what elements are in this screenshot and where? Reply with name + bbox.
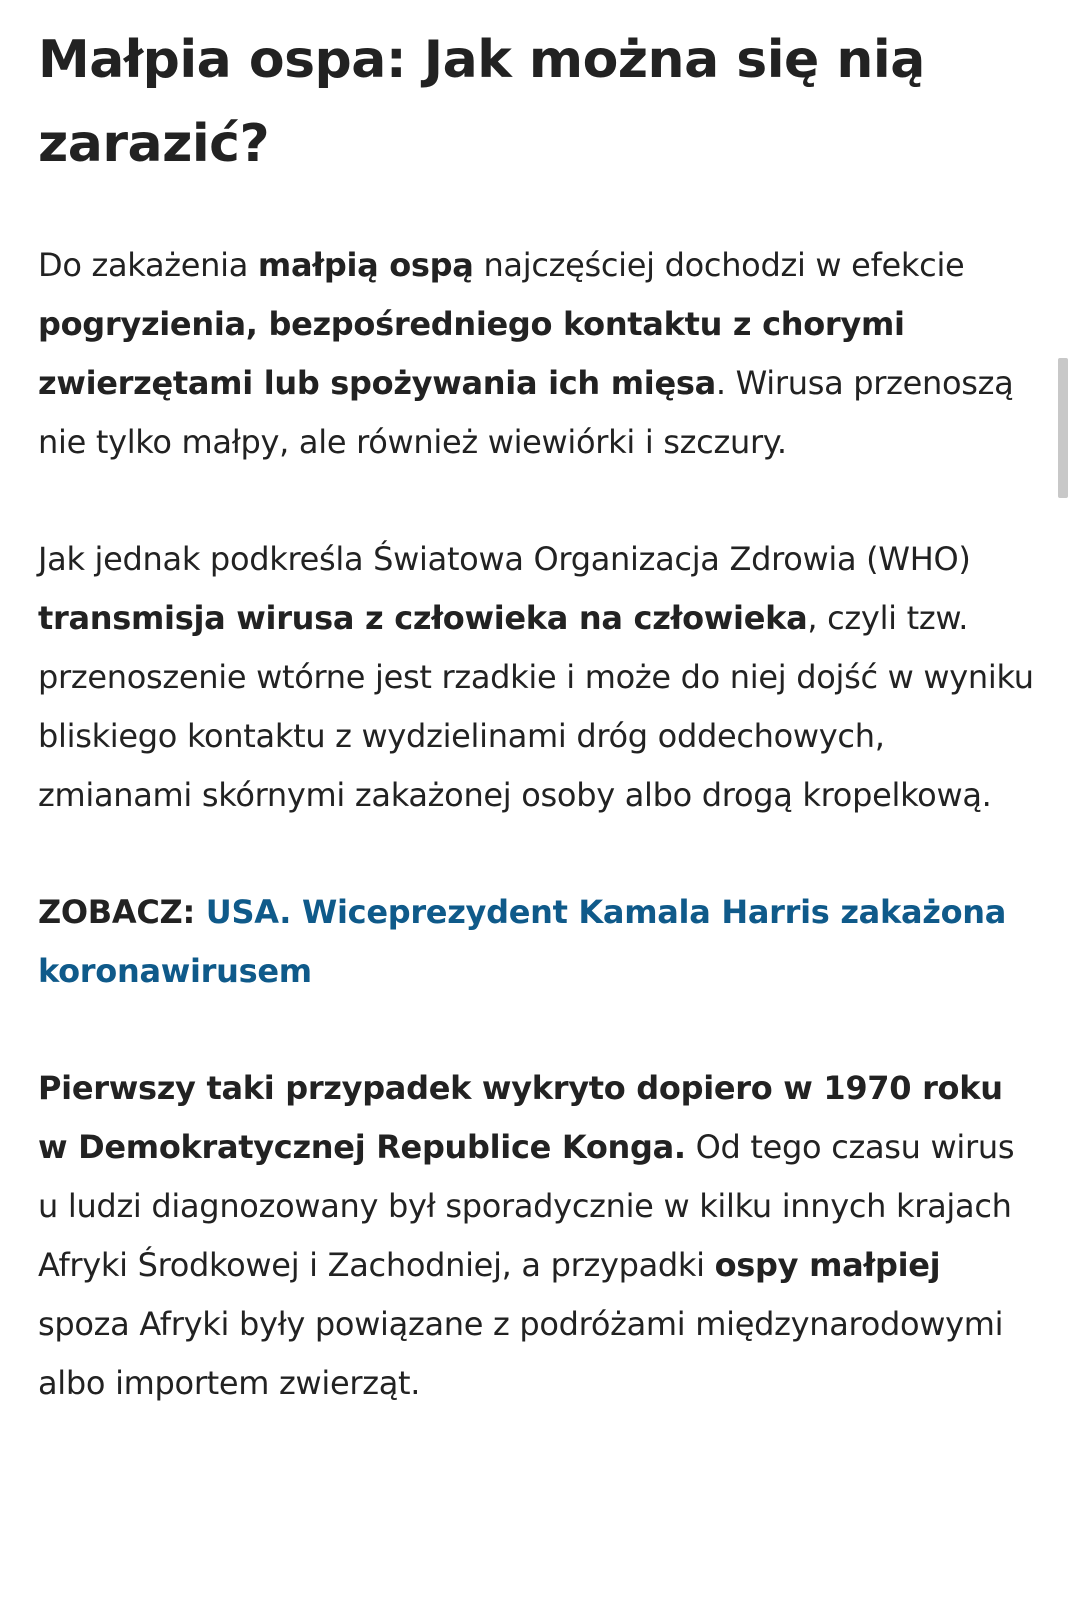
bold-segment: Pierwszy taki przypadek wykryto dopiero w 1970 roku w Demokratycznej Republice Konga. <box>38 1069 1003 1166</box>
bold-segment: transmisja wirusa z człowieka na człowieka <box>38 599 808 637</box>
text-segment: , czyli tzw. przenoszenie wtórne jest rzadkie i może do niej dojść w wyniku bliskiego kontaktu z wydzielinami dróg oddechowych, zmianami skórnymi zakażonej osoby albo drogą kropelkową. <box>38 599 1034 814</box>
bold-segment: pogryzienia, bezpośredniego kontaktu z chorymi zwierzętami lub spożywania ich mięsa <box>38 305 905 402</box>
text-segment: najczęściej dochodzi w efekcie <box>473 246 965 284</box>
see-also-link[interactable]: USA. Wiceprezydent Kamala Harris zakażona koronawirusem <box>38 893 1007 990</box>
text-segment: Od tego czasu wirus u ludzi diagnozowany był sporadycznie w kilku innych krajach Afryki Środkowej i Zachodniej, a przypadki <box>38 1128 1015 1284</box>
bold-segment: małpią ospą <box>257 246 474 284</box>
section-heading: Małpia ospa: Jak można się nią zarazić? <box>38 30 925 174</box>
bold-segment: ospy małpiej <box>714 1246 941 1284</box>
see-also-prefix: ZOBACZ: <box>38 893 206 931</box>
text-segment: . Wirusa przenoszą nie tylko małpy, ale również wiewiórki i szczury. <box>38 364 1014 461</box>
scrollbar-thumb[interactable] <box>1058 358 1068 498</box>
paragraph-history <box>38 1059 1038 1413</box>
see-also <box>38 883 1038 1001</box>
text-segment: Jak jednak podkreśla Światowa Organizacja Zdrowia (WHO) <box>38 540 971 578</box>
article-body <box>38 18 1038 1413</box>
text-segment: spoza Afryki były powiązane z podróżami międzynarodowymi albo importem zwierząt. <box>38 1305 1004 1402</box>
paragraph-transmission <box>38 236 1038 472</box>
text-segment: Do zakażenia <box>38 246 258 284</box>
paragraph-who <box>38 530 1038 825</box>
